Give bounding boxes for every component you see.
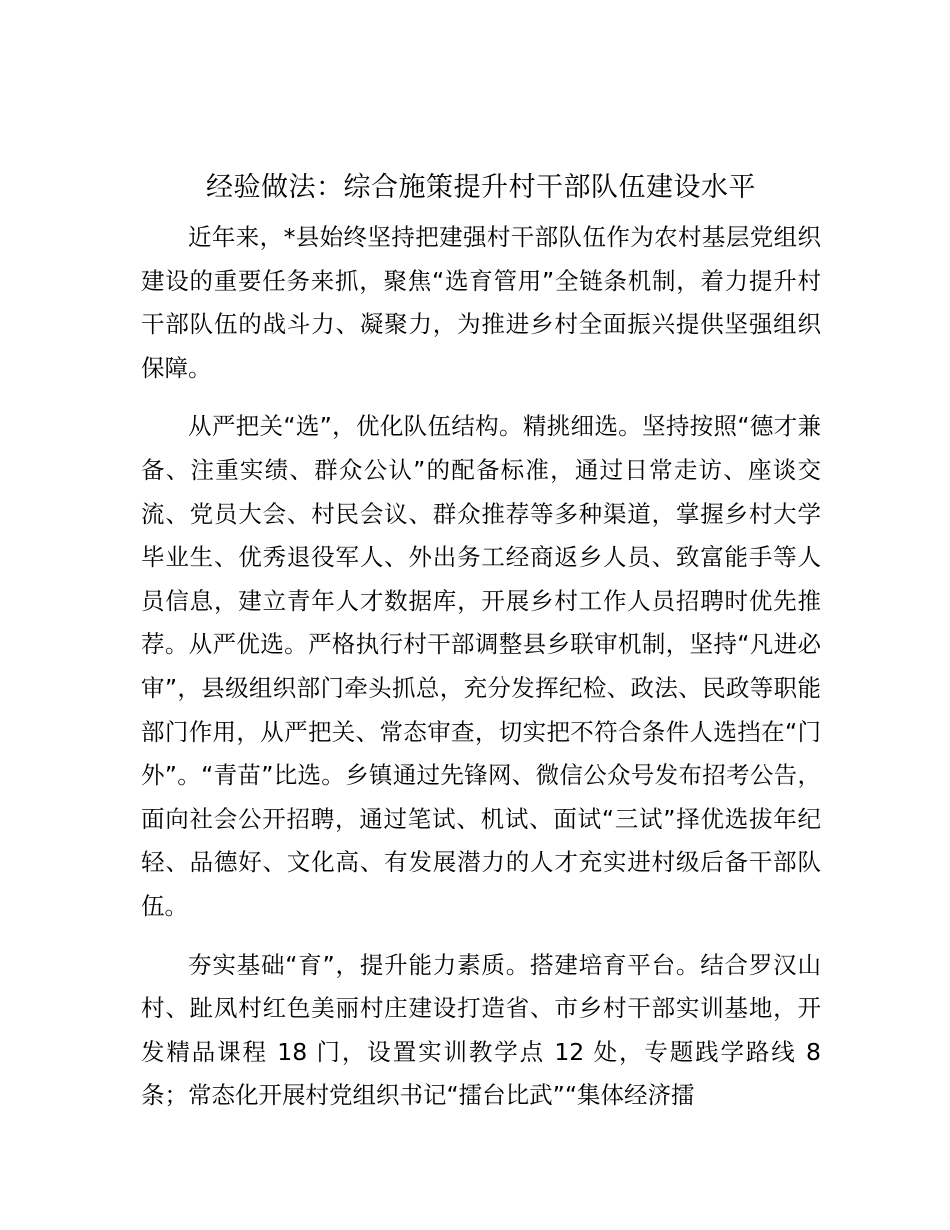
paragraph-training: 夯实基础“育”，提升能力素质。搭建培育平台。结合罗汉山村、趾凤村红色美丽村庄建设打造省、市乡村干部实训基地，开发精品课程 18 门，设置实训教学点 12 处，专题践学路线 8 条；常态化开展村党组织书记“擂台比武”“集体经济擂 xyxy=(141,950,821,1110)
document-page xyxy=(141,163,821,1118)
paragraph-intro: 近年来，*县始终坚持把建强村干部队伍作为农村基层党组织建设的重要任务来抓，聚焦“选育管用”全链条机制，着力提升村干部队伍的战斗力、凝聚力，为推进乡村全面振兴提供坚强组织保障。 xyxy=(141,223,821,382)
paragraph-selection: 从严把关“选”，优化队伍结构。精挑细选。坚持按照“德才兼备、注重实绩、群众公认”的配备标准，通过日常走访、座谈交流、党员大会、村民会议、群众推荐等多种渠道，掌握乡村大学毕业生、优秀退役军人、外出务工经商返乡人员、致富能手等人员信息，建立青年人才数据库，开展乡村工作人员招聘时优先推荐。从严优选。严格执行村干部调整县乡联审机制，坚持“凡进必审”，县级组织部门牵头抓总，充分发挥纪检、政法、民政等职能部门作用，从严把关、常态审查，切实把不符合条件人选挡在“门外”。“青苗”比选。乡镇通过先锋网、微信公众号发布招考公告，面向社会公开招聘，通过笔试、机试、面试“三试”择优选拔年纪轻、品德好、文化高、有发展潜力的人才充实进村级后备干部队伍。 xyxy=(141,412,821,920)
document-title: 经验做法：综合施策提升村干部队伍建设水平 xyxy=(206,172,756,203)
